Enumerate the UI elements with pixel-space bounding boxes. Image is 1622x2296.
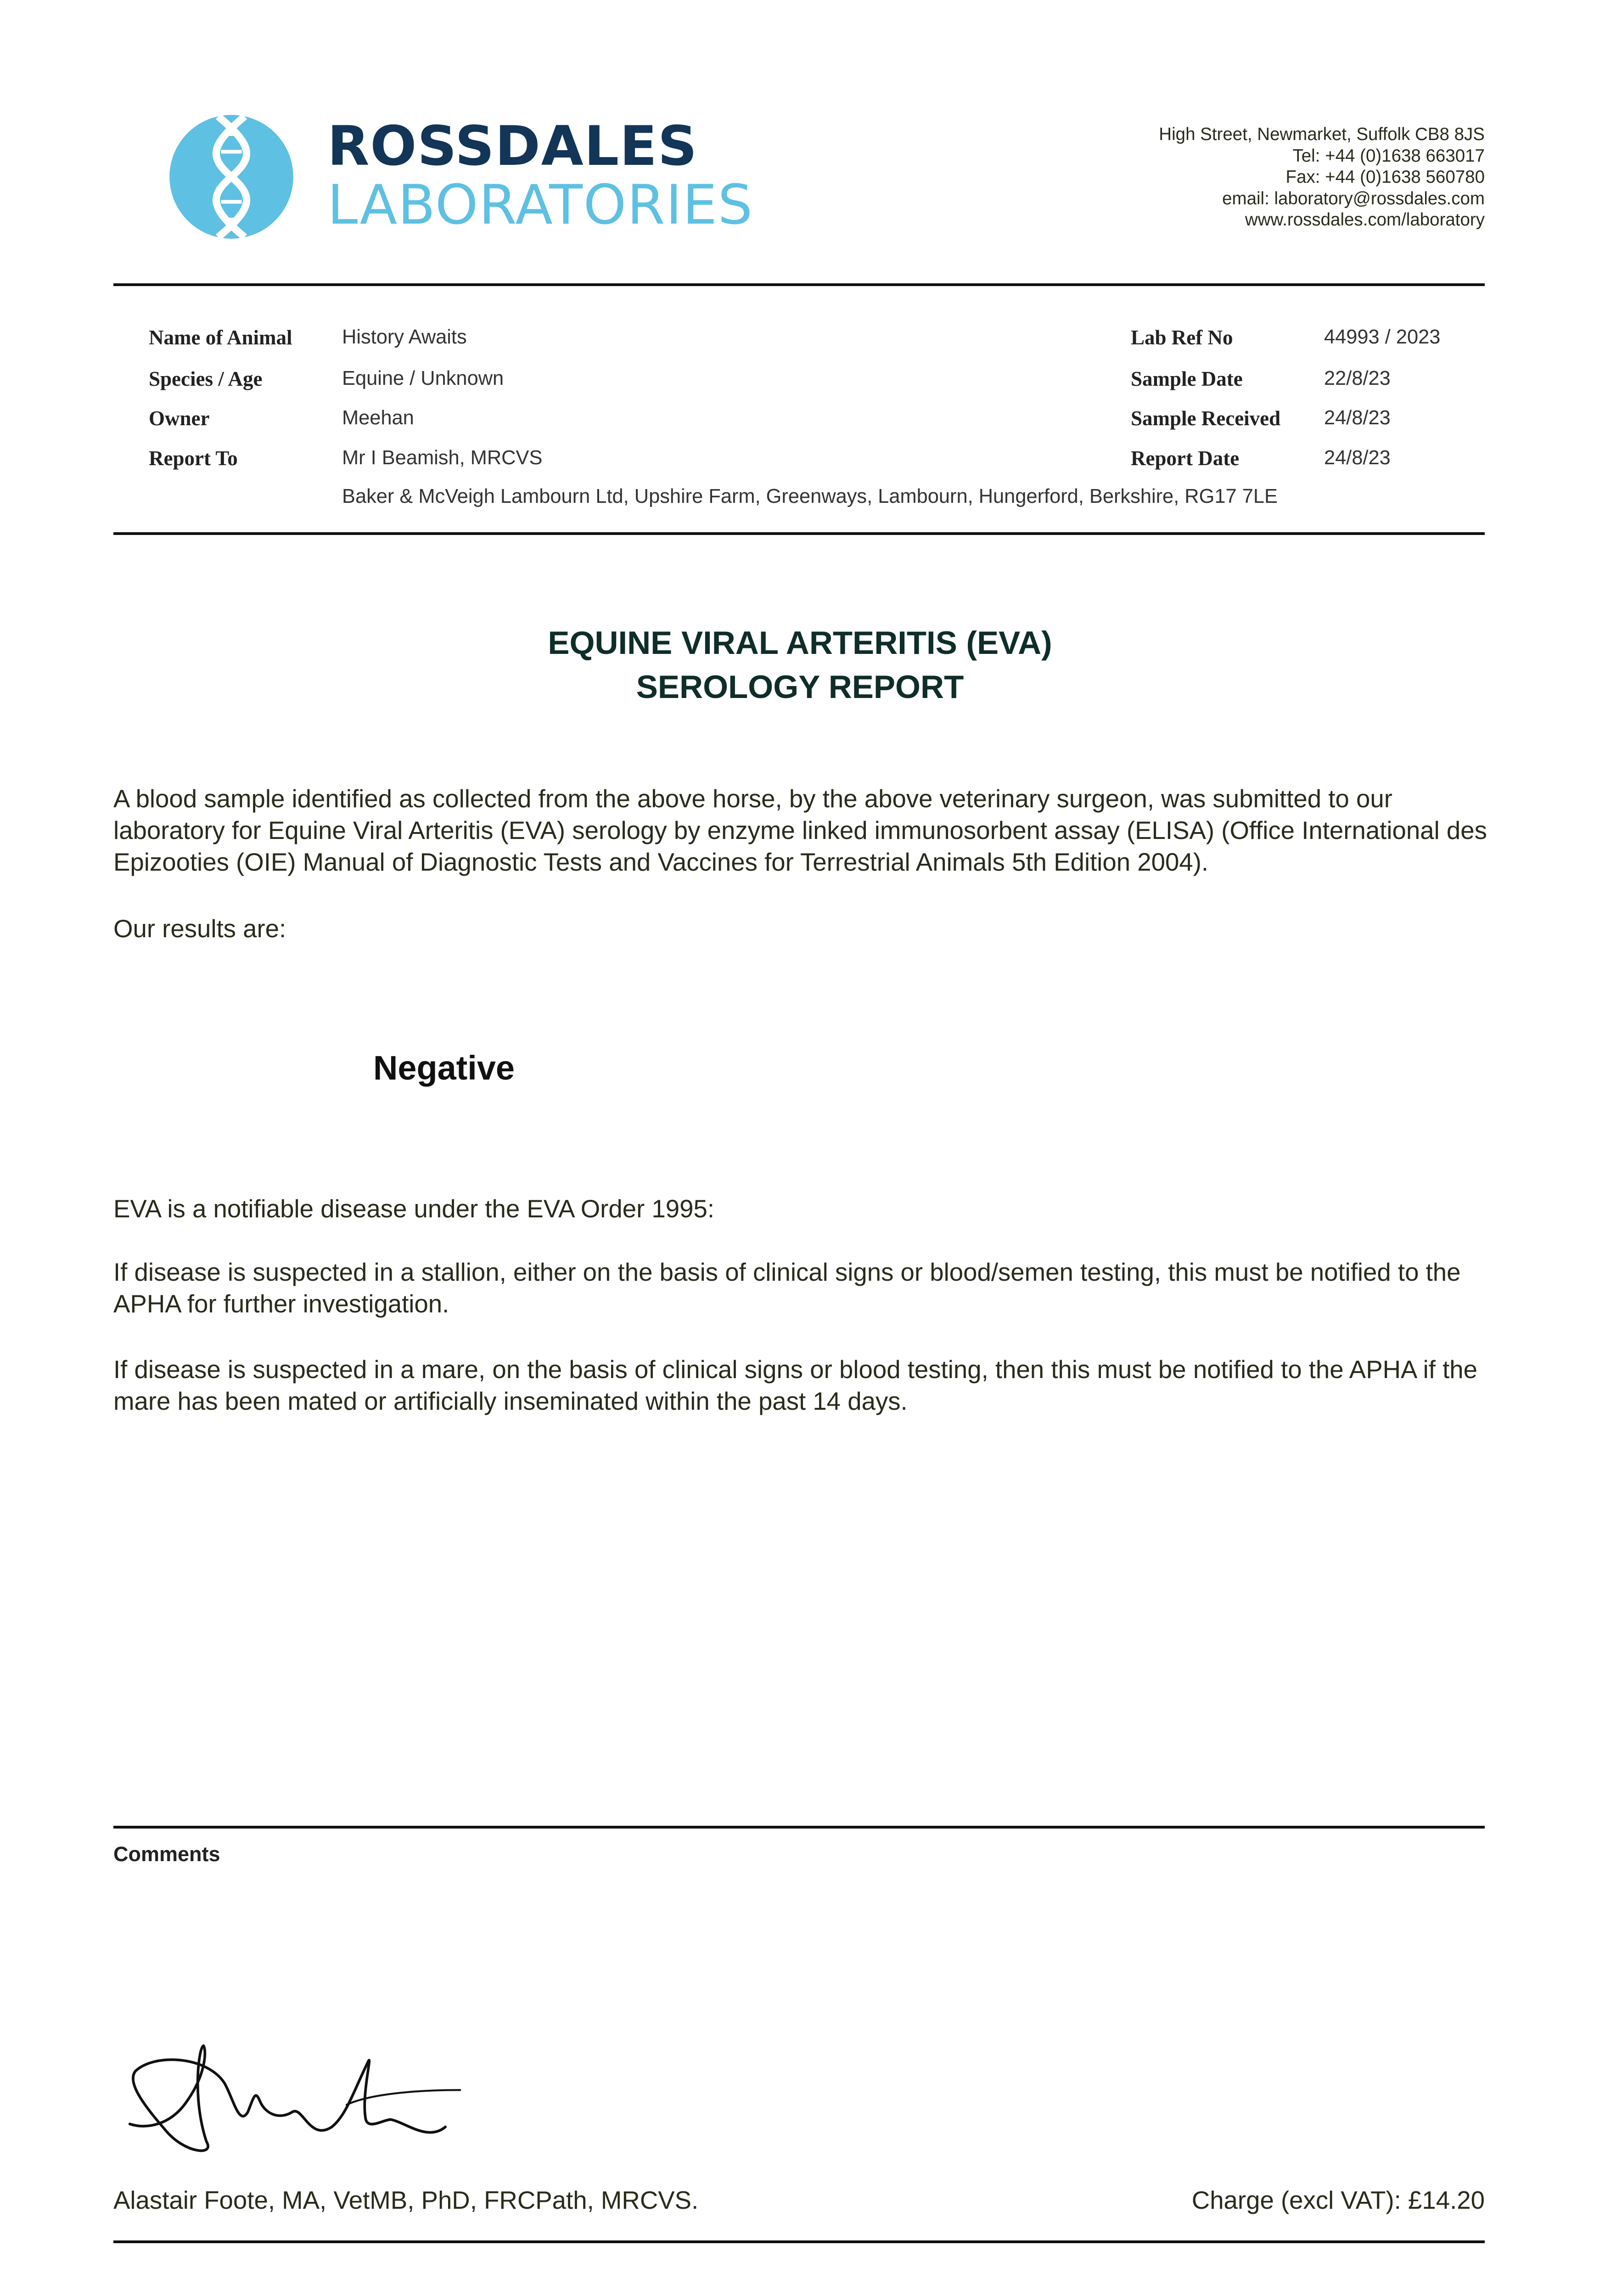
- lab-address: [1159, 124, 1485, 231]
- mare-notice: If disease is suspected in a mare, on the basis of clinical signs or blood testing, then this must be notified to the APHA if the mare has been mated or artificially inseminated within the past 14 days.: [113, 1356, 1477, 1415]
- divider: [113, 2240, 1485, 2243]
- signatory-name: Alastair Foote, MA, VetMB, PhD, FRCPath, MRCVS.: [113, 2186, 699, 2214]
- divider: [113, 1826, 1485, 1829]
- intro-paragraph: A blood sample identified as collected from the above horse, by the above veterinary surgeon, was submitted to our laboratory for Equine Viral Arteritis (EVA) serology by enzyme linked immunosorbent assay (ELISA) (Office International des Epizooties (OIE) Manual of Diagnostic Tests and Vaccines for Terrestrial Animals 5th Edition 2004).: [113, 785, 1487, 876]
- report-to-address: Baker & McVeigh Lambourn Ltd, Upshire Farm, Greenways, Lambourn, Hungerford, Berkshire, RG17 7LE: [342, 485, 1278, 507]
- stallion-notice: If disease is suspected in a stallion, either on the basis of clinical signs or blood/semen testing, this must be notified to the APHA for further investigation.: [113, 1258, 1461, 1318]
- report-date-value: 24/8/23: [1324, 447, 1391, 469]
- results-label: Our results are:: [113, 915, 286, 943]
- name-of-animal-value: History Awaits: [342, 326, 467, 348]
- species-age-label: Species / Age: [149, 367, 263, 390]
- signature: [118, 2038, 472, 2156]
- lab-ref-label: Lab Ref No: [1131, 326, 1233, 349]
- dna-helix-icon: [168, 113, 295, 240]
- name-of-animal-label: Name of Animal: [149, 326, 292, 349]
- report-to-label: Report To: [149, 447, 238, 470]
- species-age-value: Equine / Unknown: [342, 367, 504, 389]
- report-date-label: Report Date: [1131, 447, 1240, 470]
- charge: Charge (excl VAT): £14.20: [1191, 2186, 1485, 2214]
- phone: Tel: +44 (0)1638 663017: [1292, 146, 1485, 166]
- report-to-value: Mr I Beamish, MRCVS: [342, 447, 543, 469]
- sample-date-value: 22/8/23: [1324, 367, 1391, 389]
- result-value: Negative: [373, 1049, 515, 1087]
- email-link[interactable]: email: laboratory@rossdales.com: [1222, 188, 1485, 208]
- divider: [113, 532, 1485, 535]
- sample-date-label: Sample Date: [1131, 367, 1243, 390]
- divider: [113, 283, 1485, 286]
- notifiable-notice: EVA is a notifiable disease under the EVA Order 1995:: [113, 1195, 715, 1223]
- lab-ref-value: 44993 / 2023: [1324, 326, 1441, 348]
- owner-label: Owner: [149, 407, 210, 430]
- sample-received-label: Sample Received: [1131, 407, 1281, 430]
- address-line: High Street, Newmarket, Suffolk CB8 8JS: [1159, 124, 1485, 144]
- logo-line1: ROSSDALES: [327, 115, 698, 178]
- owner-value: Meehan: [342, 407, 414, 429]
- sample-received-value: 24/8/23: [1324, 407, 1391, 429]
- logo-line2: LABORATORIES: [327, 174, 753, 237]
- website-link[interactable]: www.rossdales.com/laboratory: [1245, 210, 1485, 230]
- report-title: EQUINE VIRAL ARTERITIS (EVA): [548, 625, 1052, 661]
- comments-label: Comments: [113, 1842, 220, 1866]
- report-subtitle: SEROLOGY REPORT: [636, 669, 964, 705]
- fax: Fax: +44 (0)1638 560780: [1285, 167, 1485, 187]
